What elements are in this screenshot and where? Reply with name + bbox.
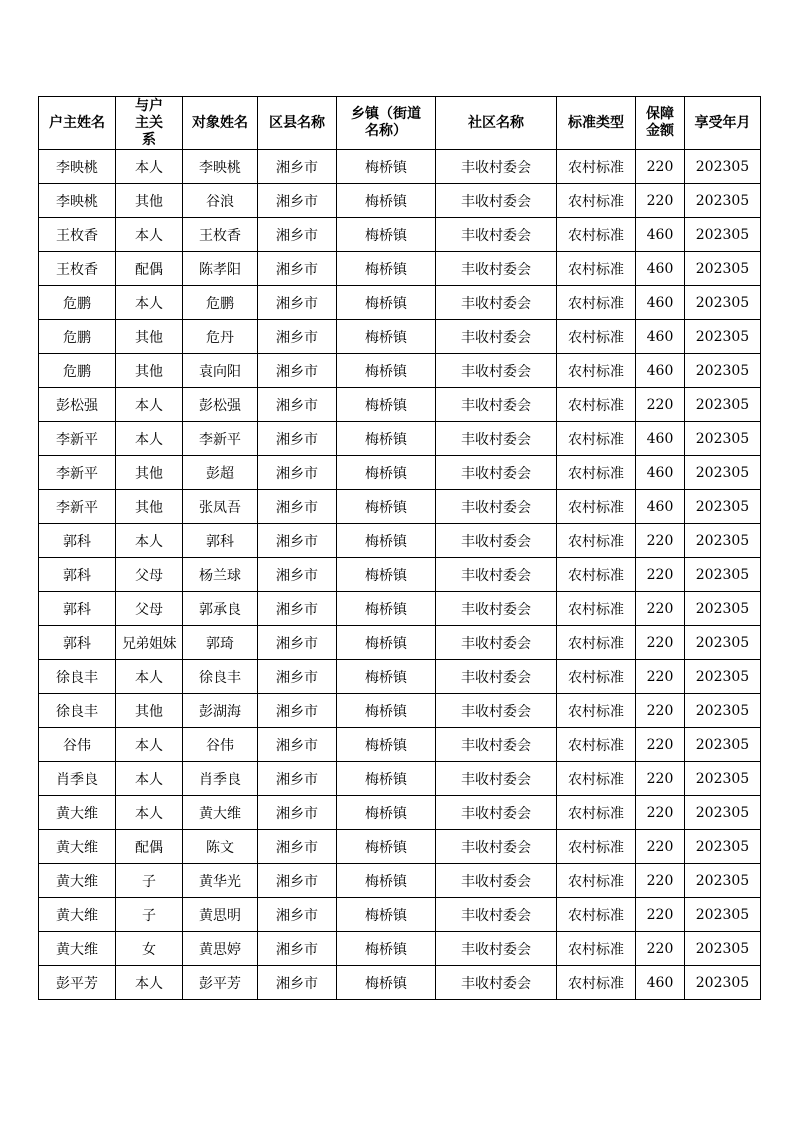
cell-township: 梅桥镇 bbox=[337, 456, 436, 490]
cell-standard-type: 农村标准 bbox=[557, 388, 636, 422]
cell-township: 梅桥镇 bbox=[337, 864, 436, 898]
cell-standard-type: 农村标准 bbox=[557, 320, 636, 354]
cell-householder-name: 彭平芳 bbox=[39, 966, 116, 1000]
table-row bbox=[39, 592, 761, 626]
cell-period: 202305 bbox=[685, 762, 761, 796]
header-standard-type: 标准类型 bbox=[557, 97, 636, 150]
header-householder-name: 户主姓名 bbox=[39, 97, 116, 150]
cell-township: 梅桥镇 bbox=[337, 252, 436, 286]
cell-community: 丰收村委会 bbox=[436, 252, 557, 286]
cell-amount: 220 bbox=[636, 796, 685, 830]
cell-period: 202305 bbox=[685, 898, 761, 932]
cell-township: 梅桥镇 bbox=[337, 354, 436, 388]
cell-township: 梅桥镇 bbox=[337, 898, 436, 932]
cell-amount: 220 bbox=[636, 762, 685, 796]
cell-relation: 本人 bbox=[116, 796, 183, 830]
cell-householder-name: 彭松强 bbox=[39, 388, 116, 422]
cell-community: 丰收村委会 bbox=[436, 388, 557, 422]
cell-relation: 其他 bbox=[116, 184, 183, 218]
cell-amount: 220 bbox=[636, 864, 685, 898]
header-township bbox=[337, 97, 436, 150]
cell-period: 202305 bbox=[685, 456, 761, 490]
cell-amount: 460 bbox=[636, 422, 685, 456]
cell-county: 湘乡市 bbox=[258, 728, 337, 762]
table-row bbox=[39, 490, 761, 524]
cell-subject-name: 王枚香 bbox=[183, 218, 258, 252]
cell-standard-type: 农村标准 bbox=[557, 456, 636, 490]
cell-amount: 220 bbox=[636, 660, 685, 694]
cell-amount: 220 bbox=[636, 694, 685, 728]
table-row bbox=[39, 660, 761, 694]
cell-householder-name: 危鹏 bbox=[39, 354, 116, 388]
cell-relation: 本人 bbox=[116, 388, 183, 422]
cell-community: 丰收村委会 bbox=[436, 286, 557, 320]
cell-amount: 460 bbox=[636, 286, 685, 320]
cell-relation: 子 bbox=[116, 864, 183, 898]
table-row bbox=[39, 286, 761, 320]
table-row bbox=[39, 558, 761, 592]
cell-subject-name: 郭承良 bbox=[183, 592, 258, 626]
cell-standard-type: 农村标准 bbox=[557, 252, 636, 286]
cell-householder-name: 危鹏 bbox=[39, 286, 116, 320]
cell-relation: 本人 bbox=[116, 218, 183, 252]
cell-township: 梅桥镇 bbox=[337, 524, 436, 558]
cell-amount: 460 bbox=[636, 252, 685, 286]
cell-county: 湘乡市 bbox=[258, 252, 337, 286]
cell-relation: 本人 bbox=[116, 728, 183, 762]
cell-amount: 460 bbox=[636, 966, 685, 1000]
cell-county: 湘乡市 bbox=[258, 422, 337, 456]
cell-householder-name: 黄大维 bbox=[39, 830, 116, 864]
cell-subject-name: 彭超 bbox=[183, 456, 258, 490]
cell-householder-name: 黄大维 bbox=[39, 932, 116, 966]
cell-period: 202305 bbox=[685, 422, 761, 456]
cell-period: 202305 bbox=[685, 796, 761, 830]
cell-period: 202305 bbox=[685, 660, 761, 694]
cell-subject-name: 郭琦 bbox=[183, 626, 258, 660]
cell-standard-type: 农村标准 bbox=[557, 592, 636, 626]
cell-township: 梅桥镇 bbox=[337, 558, 436, 592]
table-body bbox=[39, 150, 761, 1000]
cell-householder-name: 李映桃 bbox=[39, 150, 116, 184]
cell-relation: 兄弟姐妹 bbox=[116, 626, 183, 660]
cell-amount: 220 bbox=[636, 728, 685, 762]
cell-relation: 本人 bbox=[116, 762, 183, 796]
header-county: 区县名称 bbox=[258, 97, 337, 150]
cell-relation: 本人 bbox=[116, 660, 183, 694]
cell-amount: 220 bbox=[636, 558, 685, 592]
cell-amount: 220 bbox=[636, 592, 685, 626]
cell-standard-type: 农村标准 bbox=[557, 796, 636, 830]
cell-county: 湘乡市 bbox=[258, 898, 337, 932]
cell-community: 丰收村委会 bbox=[436, 558, 557, 592]
cell-subject-name: 陈孝阳 bbox=[183, 252, 258, 286]
cell-county: 湘乡市 bbox=[258, 762, 337, 796]
cell-standard-type: 农村标准 bbox=[557, 218, 636, 252]
cell-relation: 其他 bbox=[116, 354, 183, 388]
cell-community: 丰收村委会 bbox=[436, 456, 557, 490]
table-row bbox=[39, 898, 761, 932]
cell-period: 202305 bbox=[685, 218, 761, 252]
cell-householder-name: 徐良丰 bbox=[39, 694, 116, 728]
cell-township: 梅桥镇 bbox=[337, 660, 436, 694]
cell-relation: 本人 bbox=[116, 966, 183, 1000]
cell-county: 湘乡市 bbox=[258, 626, 337, 660]
cell-subject-name: 谷伟 bbox=[183, 728, 258, 762]
cell-community: 丰收村委会 bbox=[436, 218, 557, 252]
cell-period: 202305 bbox=[685, 728, 761, 762]
header-township-text: 乡镇（街道名称） bbox=[351, 106, 421, 139]
table-row bbox=[39, 252, 761, 286]
cell-township: 梅桥镇 bbox=[337, 320, 436, 354]
cell-period: 202305 bbox=[685, 864, 761, 898]
cell-county: 湘乡市 bbox=[258, 456, 337, 490]
cell-amount: 220 bbox=[636, 524, 685, 558]
cell-period: 202305 bbox=[685, 286, 761, 320]
cell-subject-name: 袁向阳 bbox=[183, 354, 258, 388]
cell-amount: 460 bbox=[636, 320, 685, 354]
cell-subject-name: 黄华光 bbox=[183, 864, 258, 898]
cell-community: 丰收村委会 bbox=[436, 626, 557, 660]
table-row bbox=[39, 830, 761, 864]
cell-community: 丰收村委会 bbox=[436, 694, 557, 728]
cell-community: 丰收村委会 bbox=[436, 898, 557, 932]
cell-relation: 本人 bbox=[116, 524, 183, 558]
cell-standard-type: 农村标准 bbox=[557, 864, 636, 898]
table-row bbox=[39, 388, 761, 422]
cell-subject-name: 张凤吾 bbox=[183, 490, 258, 524]
cell-county: 湘乡市 bbox=[258, 966, 337, 1000]
cell-householder-name: 黄大维 bbox=[39, 898, 116, 932]
cell-standard-type: 农村标准 bbox=[557, 660, 636, 694]
cell-subject-name: 谷浪 bbox=[183, 184, 258, 218]
cell-county: 湘乡市 bbox=[258, 388, 337, 422]
cell-amount: 460 bbox=[636, 218, 685, 252]
cell-township: 梅桥镇 bbox=[337, 592, 436, 626]
cell-subject-name: 黄大维 bbox=[183, 796, 258, 830]
cell-community: 丰收村委会 bbox=[436, 320, 557, 354]
header-amount-text: 保障金额 bbox=[646, 106, 674, 139]
cell-community: 丰收村委会 bbox=[436, 796, 557, 830]
cell-county: 湘乡市 bbox=[258, 286, 337, 320]
cell-period: 202305 bbox=[685, 490, 761, 524]
cell-township: 梅桥镇 bbox=[337, 728, 436, 762]
cell-householder-name: 黄大维 bbox=[39, 864, 116, 898]
cell-township: 梅桥镇 bbox=[337, 286, 436, 320]
cell-standard-type: 农村标准 bbox=[557, 558, 636, 592]
cell-householder-name: 谷伟 bbox=[39, 728, 116, 762]
cell-community: 丰收村委会 bbox=[436, 354, 557, 388]
cell-standard-type: 农村标准 bbox=[557, 898, 636, 932]
cell-standard-type: 农村标准 bbox=[557, 694, 636, 728]
cell-relation: 其他 bbox=[116, 456, 183, 490]
header-relation bbox=[116, 97, 183, 150]
cell-standard-type: 农村标准 bbox=[557, 150, 636, 184]
table-row bbox=[39, 932, 761, 966]
cell-county: 湘乡市 bbox=[258, 320, 337, 354]
cell-standard-type: 农村标准 bbox=[557, 830, 636, 864]
cell-period: 202305 bbox=[685, 184, 761, 218]
cell-standard-type: 农村标准 bbox=[557, 762, 636, 796]
cell-period: 202305 bbox=[685, 320, 761, 354]
cell-township: 梅桥镇 bbox=[337, 490, 436, 524]
cell-subject-name: 肖季良 bbox=[183, 762, 258, 796]
cell-householder-name: 黄大维 bbox=[39, 796, 116, 830]
table-row bbox=[39, 626, 761, 660]
cell-community: 丰收村委会 bbox=[436, 660, 557, 694]
cell-period: 202305 bbox=[685, 252, 761, 286]
cell-amount: 220 bbox=[636, 150, 685, 184]
table-row bbox=[39, 864, 761, 898]
cell-householder-name: 李新平 bbox=[39, 456, 116, 490]
beneficiary-table bbox=[38, 96, 761, 1000]
table-header-row bbox=[39, 97, 761, 150]
header-subject-name: 对象姓名 bbox=[183, 97, 258, 150]
cell-amount: 460 bbox=[636, 490, 685, 524]
cell-county: 湘乡市 bbox=[258, 150, 337, 184]
cell-standard-type: 农村标准 bbox=[557, 932, 636, 966]
cell-community: 丰收村委会 bbox=[436, 150, 557, 184]
cell-householder-name: 李新平 bbox=[39, 490, 116, 524]
cell-householder-name: 李映桃 bbox=[39, 184, 116, 218]
cell-amount: 220 bbox=[636, 626, 685, 660]
table-row bbox=[39, 218, 761, 252]
cell-community: 丰收村委会 bbox=[436, 728, 557, 762]
cell-householder-name: 郭科 bbox=[39, 558, 116, 592]
cell-relation: 女 bbox=[116, 932, 183, 966]
cell-relation: 配偶 bbox=[116, 252, 183, 286]
table-row bbox=[39, 762, 761, 796]
cell-township: 梅桥镇 bbox=[337, 388, 436, 422]
cell-community: 丰收村委会 bbox=[436, 864, 557, 898]
cell-community: 丰收村委会 bbox=[436, 184, 557, 218]
cell-community: 丰收村委会 bbox=[436, 932, 557, 966]
cell-county: 湘乡市 bbox=[258, 490, 337, 524]
cell-amount: 220 bbox=[636, 898, 685, 932]
cell-community: 丰收村委会 bbox=[436, 490, 557, 524]
cell-subject-name: 徐良丰 bbox=[183, 660, 258, 694]
cell-township: 梅桥镇 bbox=[337, 422, 436, 456]
cell-standard-type: 农村标准 bbox=[557, 422, 636, 456]
cell-relation: 其他 bbox=[116, 490, 183, 524]
cell-community: 丰收村委会 bbox=[436, 762, 557, 796]
cell-subject-name: 李映桃 bbox=[183, 150, 258, 184]
cell-relation: 父母 bbox=[116, 558, 183, 592]
header-amount bbox=[636, 97, 685, 150]
cell-amount: 220 bbox=[636, 932, 685, 966]
cell-standard-type: 农村标准 bbox=[557, 286, 636, 320]
cell-householder-name: 危鹏 bbox=[39, 320, 116, 354]
cell-subject-name: 彭湖海 bbox=[183, 694, 258, 728]
cell-township: 梅桥镇 bbox=[337, 966, 436, 1000]
cell-community: 丰收村委会 bbox=[436, 830, 557, 864]
cell-township: 梅桥镇 bbox=[337, 694, 436, 728]
cell-subject-name: 黄思明 bbox=[183, 898, 258, 932]
cell-householder-name: 王枚香 bbox=[39, 252, 116, 286]
cell-amount: 460 bbox=[636, 456, 685, 490]
cell-householder-name: 王枚香 bbox=[39, 218, 116, 252]
table-row bbox=[39, 150, 761, 184]
cell-period: 202305 bbox=[685, 966, 761, 1000]
cell-county: 湘乡市 bbox=[258, 592, 337, 626]
cell-community: 丰收村委会 bbox=[436, 966, 557, 1000]
table-row bbox=[39, 694, 761, 728]
cell-standard-type: 农村标准 bbox=[557, 184, 636, 218]
table-row bbox=[39, 354, 761, 388]
table-row bbox=[39, 728, 761, 762]
table-row bbox=[39, 184, 761, 218]
table-row bbox=[39, 524, 761, 558]
header-period: 享受年月 bbox=[685, 97, 761, 150]
cell-community: 丰收村委会 bbox=[436, 422, 557, 456]
cell-community: 丰收村委会 bbox=[436, 524, 557, 558]
cell-standard-type: 农村标准 bbox=[557, 626, 636, 660]
table-row bbox=[39, 796, 761, 830]
cell-standard-type: 农村标准 bbox=[557, 354, 636, 388]
cell-county: 湘乡市 bbox=[258, 524, 337, 558]
cell-amount: 220 bbox=[636, 184, 685, 218]
cell-period: 202305 bbox=[685, 592, 761, 626]
cell-amount: 220 bbox=[636, 830, 685, 864]
cell-county: 湘乡市 bbox=[258, 354, 337, 388]
cell-township: 梅桥镇 bbox=[337, 830, 436, 864]
cell-amount: 460 bbox=[636, 354, 685, 388]
cell-community: 丰收村委会 bbox=[436, 592, 557, 626]
cell-county: 湘乡市 bbox=[258, 218, 337, 252]
cell-period: 202305 bbox=[685, 626, 761, 660]
cell-subject-name: 黄思婷 bbox=[183, 932, 258, 966]
cell-relation: 子 bbox=[116, 898, 183, 932]
cell-householder-name: 郭科 bbox=[39, 626, 116, 660]
cell-period: 202305 bbox=[685, 524, 761, 558]
cell-relation: 其他 bbox=[116, 320, 183, 354]
table-row bbox=[39, 320, 761, 354]
cell-period: 202305 bbox=[685, 354, 761, 388]
cell-period: 202305 bbox=[685, 694, 761, 728]
cell-subject-name: 彭平芳 bbox=[183, 966, 258, 1000]
cell-relation: 配偶 bbox=[116, 830, 183, 864]
cell-subject-name: 李新平 bbox=[183, 422, 258, 456]
cell-county: 湘乡市 bbox=[258, 558, 337, 592]
cell-subject-name: 郭科 bbox=[183, 524, 258, 558]
cell-township: 梅桥镇 bbox=[337, 762, 436, 796]
cell-subject-name: 陈文 bbox=[183, 830, 258, 864]
header-relation-text: 与户主关系 bbox=[135, 97, 163, 148]
cell-relation: 本人 bbox=[116, 422, 183, 456]
cell-county: 湘乡市 bbox=[258, 796, 337, 830]
cell-subject-name: 彭松强 bbox=[183, 388, 258, 422]
cell-township: 梅桥镇 bbox=[337, 218, 436, 252]
cell-subject-name: 杨兰球 bbox=[183, 558, 258, 592]
cell-subject-name: 危鹏 bbox=[183, 286, 258, 320]
cell-relation: 本人 bbox=[116, 286, 183, 320]
cell-standard-type: 农村标准 bbox=[557, 728, 636, 762]
cell-township: 梅桥镇 bbox=[337, 932, 436, 966]
cell-standard-type: 农村标准 bbox=[557, 524, 636, 558]
cell-township: 梅桥镇 bbox=[337, 796, 436, 830]
cell-period: 202305 bbox=[685, 830, 761, 864]
cell-period: 202305 bbox=[685, 932, 761, 966]
cell-period: 202305 bbox=[685, 150, 761, 184]
table-row bbox=[39, 966, 761, 1000]
cell-householder-name: 徐良丰 bbox=[39, 660, 116, 694]
cell-standard-type: 农村标准 bbox=[557, 966, 636, 1000]
cell-county: 湘乡市 bbox=[258, 932, 337, 966]
cell-county: 湘乡市 bbox=[258, 184, 337, 218]
cell-county: 湘乡市 bbox=[258, 660, 337, 694]
cell-period: 202305 bbox=[685, 558, 761, 592]
cell-householder-name: 郭科 bbox=[39, 592, 116, 626]
cell-township: 梅桥镇 bbox=[337, 184, 436, 218]
table-row bbox=[39, 456, 761, 490]
cell-subject-name: 危丹 bbox=[183, 320, 258, 354]
cell-standard-type: 农村标准 bbox=[557, 490, 636, 524]
cell-householder-name: 李新平 bbox=[39, 422, 116, 456]
cell-relation: 本人 bbox=[116, 150, 183, 184]
cell-householder-name: 郭科 bbox=[39, 524, 116, 558]
cell-period: 202305 bbox=[685, 388, 761, 422]
cell-relation: 父母 bbox=[116, 592, 183, 626]
cell-county: 湘乡市 bbox=[258, 694, 337, 728]
cell-amount: 220 bbox=[636, 388, 685, 422]
cell-householder-name: 肖季良 bbox=[39, 762, 116, 796]
cell-relation: 其他 bbox=[116, 694, 183, 728]
header-community: 社区名称 bbox=[436, 97, 557, 150]
cell-county: 湘乡市 bbox=[258, 830, 337, 864]
table-row bbox=[39, 422, 761, 456]
cell-township: 梅桥镇 bbox=[337, 150, 436, 184]
cell-county: 湘乡市 bbox=[258, 864, 337, 898]
cell-township: 梅桥镇 bbox=[337, 626, 436, 660]
